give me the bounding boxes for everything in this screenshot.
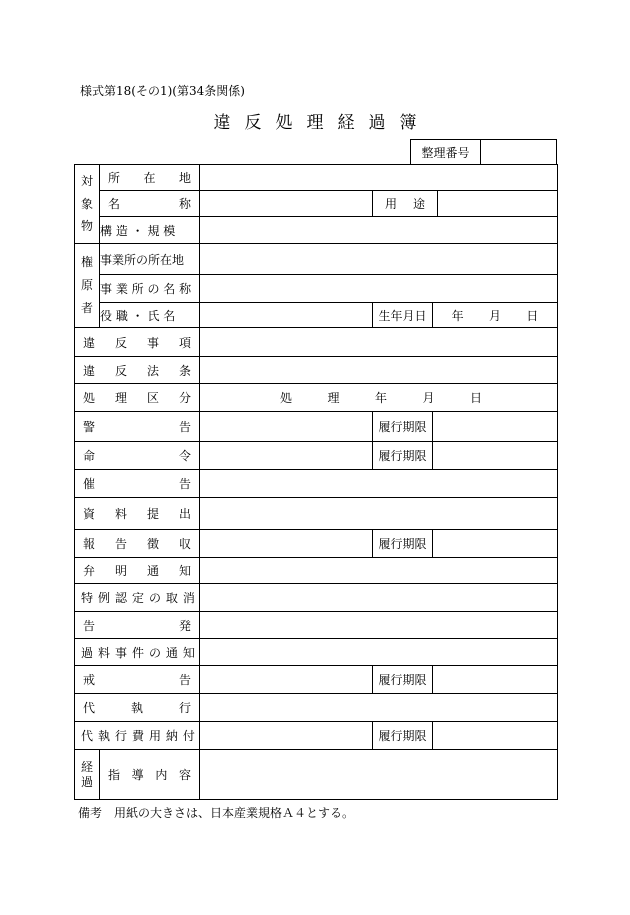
section-authority: 権 原 者 xyxy=(75,244,100,328)
office-name-field[interactable] xyxy=(200,275,558,303)
label-order: 命 令 xyxy=(75,442,200,470)
label-guidance-content: 指 導 内 容 xyxy=(100,750,200,800)
label-birth-date: 生年月日 xyxy=(373,303,433,328)
label-fine-notice: 過 料 事 件 の 通 知 xyxy=(75,639,200,666)
label-position-name: 役 職 ・ 氏 名 xyxy=(100,303,200,328)
label-deadline: 履行期限 xyxy=(373,722,433,750)
label-accusation: 告 発 xyxy=(75,612,200,639)
reference-number-field[interactable] xyxy=(480,139,557,164)
table-row xyxy=(75,384,558,412)
label-violation-law: 違 反 法 条 xyxy=(75,357,200,384)
label-report: 報 告 徴 収 xyxy=(75,530,200,558)
execution-cost-deadline-field[interactable] xyxy=(433,722,558,750)
table-row xyxy=(75,694,558,722)
execution-cost-date-field[interactable] xyxy=(200,722,373,750)
table-row xyxy=(75,303,558,328)
label-demand: 催 告 xyxy=(75,470,200,498)
warning-date-field[interactable] xyxy=(200,412,373,442)
table-row xyxy=(75,442,558,470)
label-hearing-notice: 弁 明 通 知 xyxy=(75,558,200,584)
label-violation-matter: 違 反 事 項 xyxy=(75,328,200,357)
label-deadline: 履行期限 xyxy=(373,412,433,442)
birth-date-field[interactable]: 年 月 日 xyxy=(433,303,558,328)
table-row xyxy=(75,666,558,694)
document-title: 違反処理経過簿 xyxy=(213,113,431,133)
hearing-notice-field[interactable] xyxy=(200,558,558,584)
reference-number-label: 整理番号 xyxy=(421,145,470,160)
label-caution: 戒 告 xyxy=(75,666,200,694)
table-row xyxy=(75,165,558,191)
table-row xyxy=(75,244,558,275)
table-row xyxy=(75,328,558,357)
processing-date-header: 処 理 年 月 日 xyxy=(200,384,558,412)
location-field[interactable] xyxy=(200,165,558,191)
table-row xyxy=(75,584,558,612)
warning-deadline-field[interactable] xyxy=(433,412,558,442)
special-cancel-field[interactable] xyxy=(200,584,558,612)
reference-number-label-box xyxy=(410,139,481,164)
table-row xyxy=(75,530,558,558)
form-number-label: 様式第18(その1)(第34条関係) xyxy=(80,84,245,98)
order-date-field[interactable] xyxy=(200,442,373,470)
label-deadline: 履行期限 xyxy=(373,666,433,694)
section-guidance: 経 過 xyxy=(75,750,100,800)
table-row xyxy=(75,191,558,217)
label-materials: 資 料 提 出 xyxy=(75,498,200,530)
table-row xyxy=(75,357,558,384)
footnote: 備考 用紙の大きさは、日本産業規格Ａ４とする。 xyxy=(78,806,355,820)
label-execution: 代 執 行 xyxy=(75,694,200,722)
label-name: 名 称 xyxy=(100,191,200,217)
guidance-content-field[interactable] xyxy=(200,750,558,800)
report-date-field[interactable] xyxy=(200,530,373,558)
table-row xyxy=(75,639,558,666)
caution-deadline-field[interactable] xyxy=(433,666,558,694)
caution-date-field[interactable] xyxy=(200,666,373,694)
label-location: 所 在 地 xyxy=(100,165,200,191)
table-row xyxy=(75,612,558,639)
table-row xyxy=(75,722,558,750)
position-name-field[interactable] xyxy=(200,303,373,328)
table-row xyxy=(75,217,558,244)
structure-field[interactable] xyxy=(200,217,558,244)
order-deadline-field[interactable] xyxy=(433,442,558,470)
demand-field[interactable] xyxy=(200,470,558,498)
report-deadline-field[interactable] xyxy=(433,530,558,558)
label-execution-cost: 代 執 行 費 用 納 付 xyxy=(75,722,200,750)
violation-record-table xyxy=(74,164,558,800)
table-row xyxy=(75,750,558,800)
label-structure: 構 造 ・ 規 模 xyxy=(100,217,200,244)
table-row xyxy=(75,470,558,498)
label-usage: 用 途 xyxy=(373,191,438,216)
usage-field[interactable] xyxy=(438,191,557,216)
label-deadline: 履行期限 xyxy=(373,530,433,558)
table-row xyxy=(75,412,558,442)
label-office-name: 事 業 所 の 名 称 xyxy=(100,275,200,303)
name-field[interactable] xyxy=(200,191,373,217)
office-location-field[interactable] xyxy=(200,244,558,275)
materials-field[interactable] xyxy=(200,498,558,530)
table-row xyxy=(75,275,558,303)
fine-notice-field[interactable] xyxy=(200,639,558,666)
violation-law-field[interactable] xyxy=(200,357,558,384)
execution-field[interactable] xyxy=(200,694,558,722)
label-warning: 警 告 xyxy=(75,412,200,442)
label-deadline: 履行期限 xyxy=(373,442,433,470)
violation-matter-field[interactable] xyxy=(200,328,558,357)
label-office-location: 事業所の所在地 xyxy=(100,244,200,275)
label-special-cancel: 特 例 認 定 の 取 消 xyxy=(75,584,200,612)
section-target: 対 象 物 xyxy=(75,165,100,244)
table-row xyxy=(75,558,558,584)
label-processing-category: 処 理 区 分 xyxy=(75,384,200,412)
accusation-field[interactable] xyxy=(200,612,558,639)
table-row xyxy=(75,498,558,530)
